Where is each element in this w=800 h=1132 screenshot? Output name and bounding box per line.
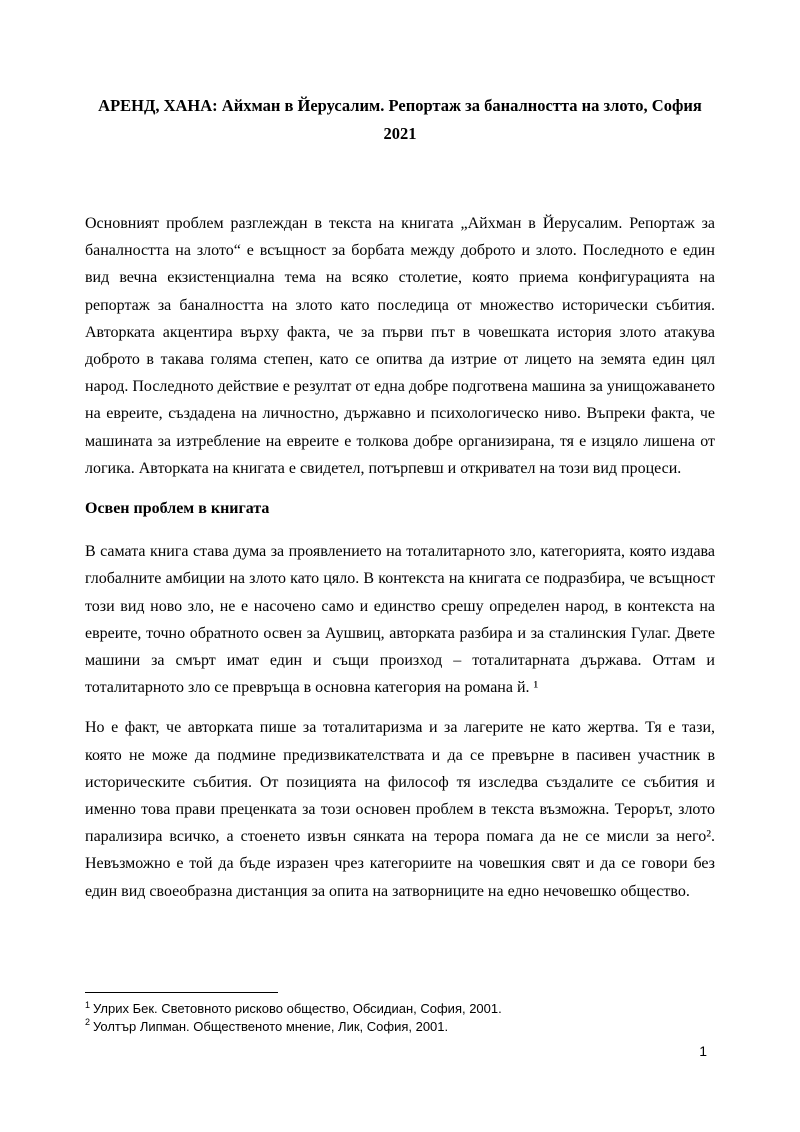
section-heading: Освен проблем в книгата — [85, 500, 270, 518]
footnote-1-text: Улрих Бек. Световното рисково общество, Обсидиан, София, 2001. — [93, 1001, 502, 1016]
footnote-1-marker: 1 — [85, 999, 91, 1010]
paragraph-2: В самата книга става дума за проявлението на тоталитарното зло, категорията, която издава глобалните амбиции на злото като цяло. В контекста на книгата се подразбира, че всъщност този вид ново зло, не е насочено само и единство срешу определен народ, в контекста на евреите, точно обратното освен за Аушвиц, авторката разбира и за сталинския Гулаг. Двете машини за смърт имат един и същи произход – тоталитарната държава. Оттам и тоталитарното зло се превръща в основна категория на романа й. ¹ — [85, 543, 715, 697]
page-number: 1 — [699, 1043, 707, 1059]
paragraph-1: Основният проблем разглеждан в текста на книгата „Айхман в Йерусалим. Репортаж за баналността на злото“ е всъщност за борбата между доброто и злото. Последното е един вид вечна екзистенциална тема на всяко столетие, която приема конфигурацията на репортаж за баналността на злото като последица от множество исторически събития. Авторката акцентира върху факта, че за първи път в човешката история злото атакува доброто в такава голяма степен, като се опитва да изтрие от лицето на земята един цял народ. Последното действие е резултат от една добре подготвена машина за унищожаването на евреите, създадена на личностно, държавно и психологическо ниво. Въпреки факта, че машината за изтребление на евреите е толкова добре организирана, тя е изцяло лишена от логика. Авторката на книгата е свидетел, потърпевш и откривател на този вид процеси. — [85, 215, 715, 477]
footnote-2-text: Уолтър Липман. Общественото мнение, Лик, София, 2001. — [93, 1018, 449, 1034]
footnote-1 — [85, 1000, 715, 1018]
footnotes-section — [85, 992, 715, 1035]
footnote-2-marker: 2 — [85, 1017, 91, 1028]
footnote-2 — [85, 1018, 715, 1036]
document-title — [85, 92, 715, 147]
paragraph-3: Но е факт, че авторката пише за тоталитаризма и за лагерите не като жертва. Тя е тази, която не може да подмине предизвикателствата и да се превърне в пасивен участник в историческите събития. От позицията на философ тя изследва създалите се събития и именно това прави преценката за този основен проблем в текста възможна. Терорът, злото парализира всичко, а стоенето извън сянката на терора помага да не се мисли за него². Невъзможно е той да бъде изразен чрез категориите на човешкия свят и да се говори без един вид своеобразна дистанция за опита на затворниците на едно нечовешко общество. — [85, 719, 715, 900]
document-title-line-1: АРЕНД, ХАНА: Айхман в Йерусалим. Репортаж за баналността на злото, София — [98, 96, 702, 115]
footnote-separator — [85, 992, 278, 993]
document-title-line-2: 2021 — [383, 123, 417, 143]
